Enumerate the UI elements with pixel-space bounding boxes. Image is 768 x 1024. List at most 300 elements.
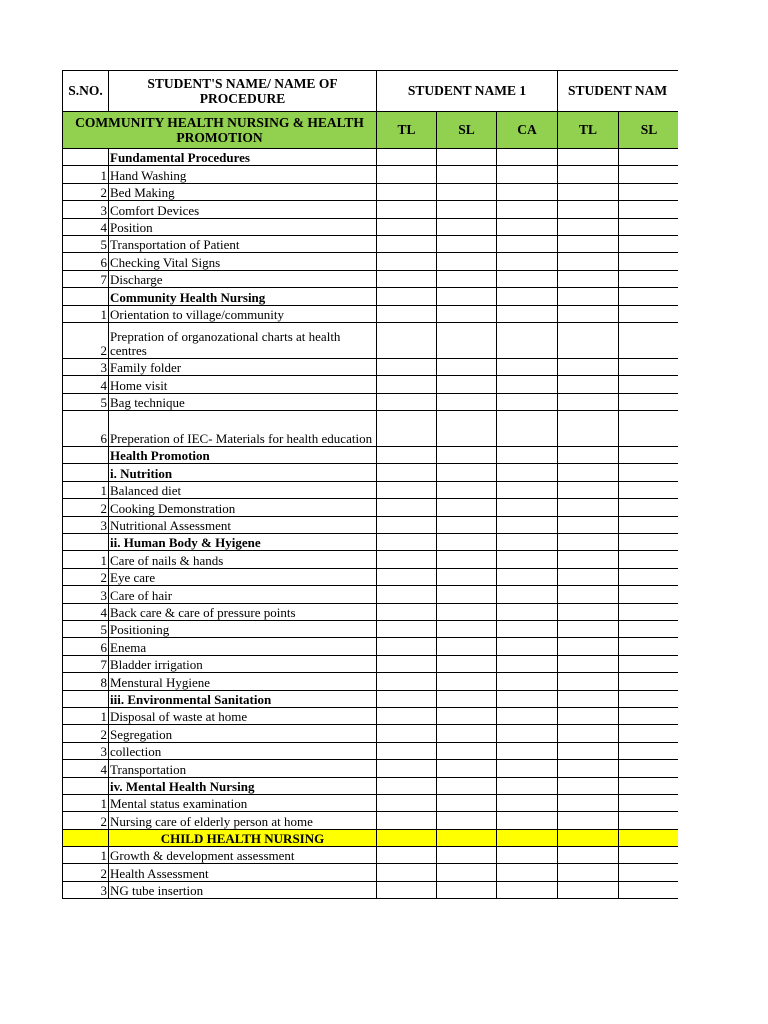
score-cell[interactable]	[377, 516, 437, 533]
score-cell[interactable]	[437, 322, 497, 358]
row-number: 1	[63, 551, 109, 568]
score-cell[interactable]	[437, 777, 497, 794]
score-cell[interactable]	[619, 201, 678, 218]
score-cell[interactable]	[377, 447, 437, 464]
score-cell[interactable]	[619, 411, 678, 447]
score-cell[interactable]	[497, 393, 558, 410]
score-cell[interactable]	[377, 322, 437, 358]
score-cell[interactable]	[497, 534, 558, 551]
score-cell[interactable]	[377, 690, 437, 707]
score-cell[interactable]	[497, 411, 558, 447]
score-cell[interactable]	[619, 447, 678, 464]
score-cell[interactable]	[497, 322, 558, 358]
score-cell[interactable]	[497, 270, 558, 287]
score-cell[interactable]	[377, 393, 437, 410]
score-cell[interactable]	[377, 534, 437, 551]
score-cell[interactable]	[377, 305, 437, 322]
score-cell[interactable]	[437, 183, 497, 200]
score-cell[interactable]	[619, 288, 678, 305]
score-cell[interactable]	[497, 881, 558, 898]
score-cell[interactable]	[497, 149, 558, 166]
row-number: 1	[63, 305, 109, 322]
score-cell[interactable]	[497, 742, 558, 759]
score-cell[interactable]	[558, 305, 619, 322]
score-cell[interactable]	[377, 411, 437, 447]
procedure-name: Fundamental Procedures	[109, 149, 377, 166]
procedure-row	[63, 253, 679, 270]
procedure-name: iv. Mental Health Nursing	[109, 777, 377, 794]
score-cell[interactable]	[497, 638, 558, 655]
score-cell[interactable]	[377, 166, 437, 183]
score-cell[interactable]	[619, 183, 678, 200]
procedure-name: iii. Environmental Sanitation	[109, 690, 377, 707]
procedure-row	[63, 411, 679, 447]
sno-header: S.NO.	[63, 71, 109, 112]
score-cell[interactable]	[619, 149, 678, 166]
score-cell[interactable]	[497, 707, 558, 724]
score-cell[interactable]	[558, 411, 619, 447]
score-cell[interactable]	[497, 655, 558, 672]
procedure-row	[63, 864, 679, 881]
procedure-row	[63, 673, 679, 690]
score-cell[interactable]	[437, 620, 497, 637]
score-cell[interactable]	[377, 742, 437, 759]
score-cell[interactable]	[558, 253, 619, 270]
row-number: 5	[63, 235, 109, 252]
score-cell[interactable]	[558, 742, 619, 759]
col-ca-1: CA	[497, 112, 558, 149]
procedure-name: Discharge	[109, 270, 377, 287]
score-cell[interactable]	[377, 881, 437, 898]
procedure-name: Checking Vital Signs	[109, 253, 377, 270]
score-cell[interactable]	[377, 864, 437, 881]
procedure-name: Comfort Devices	[109, 201, 377, 218]
row-number: 7	[63, 270, 109, 287]
score-cell[interactable]	[377, 149, 437, 166]
score-cell[interactable]	[497, 603, 558, 620]
score-cell[interactable]	[619, 235, 678, 252]
score-cell[interactable]	[437, 829, 497, 846]
score-cell[interactable]	[497, 499, 558, 516]
procedure-name: Segregation	[109, 725, 377, 742]
score-cell[interactable]	[558, 777, 619, 794]
score-cell[interactable]	[497, 464, 558, 481]
score-cell[interactable]	[558, 183, 619, 200]
procedure-row	[63, 638, 679, 655]
procedure-row	[63, 358, 679, 375]
score-cell[interactable]	[437, 288, 497, 305]
score-cell[interactable]	[497, 725, 558, 742]
procedure-name: Community Health Nursing	[109, 288, 377, 305]
score-cell[interactable]	[619, 166, 678, 183]
score-cell[interactable]	[437, 270, 497, 287]
score-cell[interactable]	[558, 812, 619, 829]
score-cell[interactable]	[437, 707, 497, 724]
score-cell[interactable]	[377, 358, 437, 375]
row-number: 3	[63, 742, 109, 759]
score-cell[interactable]	[497, 481, 558, 498]
score-cell[interactable]	[619, 393, 678, 410]
procedure-row	[63, 568, 679, 585]
procedure-name: Cooking Demonstration	[109, 499, 377, 516]
score-cell[interactable]	[558, 481, 619, 498]
score-cell[interactable]	[437, 166, 497, 183]
row-number: 3	[63, 516, 109, 533]
score-cell[interactable]	[497, 183, 558, 200]
score-cell[interactable]	[497, 551, 558, 568]
score-cell[interactable]	[619, 760, 678, 777]
row-number: 2	[63, 568, 109, 585]
score-cell[interactable]	[497, 447, 558, 464]
score-cell[interactable]	[619, 777, 678, 794]
score-cell[interactable]	[558, 447, 619, 464]
score-cell[interactable]	[377, 707, 437, 724]
score-cell[interactable]	[558, 393, 619, 410]
score-cell[interactable]	[377, 235, 437, 252]
score-cell[interactable]	[497, 358, 558, 375]
row-number: 6	[63, 638, 109, 655]
procedure-name: Eye care	[109, 568, 377, 585]
score-cell[interactable]	[437, 586, 497, 603]
score-cell[interactable]	[377, 288, 437, 305]
score-cell[interactable]	[619, 742, 678, 759]
score-cell[interactable]	[377, 603, 437, 620]
score-cell[interactable]	[619, 638, 678, 655]
procedure-name: Back care & care of pressure points	[109, 603, 377, 620]
score-cell[interactable]	[619, 794, 678, 811]
score-cell[interactable]	[619, 253, 678, 270]
col-sl-2: SL	[619, 112, 678, 149]
score-cell[interactable]	[558, 534, 619, 551]
section-heading-row	[63, 288, 679, 305]
procedure-row	[63, 812, 679, 829]
score-cell[interactable]	[437, 760, 497, 777]
score-cell[interactable]	[377, 481, 437, 498]
procedure-row	[63, 620, 679, 637]
score-cell[interactable]	[437, 725, 497, 742]
col-tl-1: TL	[377, 112, 437, 149]
score-cell[interactable]	[437, 864, 497, 881]
procedure-row	[63, 499, 679, 516]
score-cell[interactable]	[377, 620, 437, 637]
score-cell[interactable]	[377, 638, 437, 655]
score-cell[interactable]	[377, 376, 437, 393]
procedure-row	[63, 322, 679, 358]
score-cell[interactable]	[377, 499, 437, 516]
score-cell[interactable]	[558, 760, 619, 777]
procedure-name: Care of nails & hands	[109, 551, 377, 568]
score-cell[interactable]	[377, 655, 437, 672]
score-cell[interactable]	[437, 393, 497, 410]
row-number: 1	[63, 707, 109, 724]
score-cell[interactable]	[497, 864, 558, 881]
score-cell[interactable]	[619, 620, 678, 637]
score-cell[interactable]	[558, 673, 619, 690]
row-number	[63, 534, 109, 551]
procedure-row	[63, 760, 679, 777]
score-cell[interactable]	[497, 620, 558, 637]
score-cell[interactable]	[497, 794, 558, 811]
score-cell[interactable]	[558, 149, 619, 166]
procedure-name: Health Assessment	[109, 864, 377, 881]
score-cell[interactable]	[619, 305, 678, 322]
score-cell[interactable]	[437, 638, 497, 655]
score-cell[interactable]	[497, 568, 558, 585]
score-cell[interactable]	[619, 551, 678, 568]
score-cell[interactable]	[619, 516, 678, 533]
score-cell[interactable]	[619, 270, 678, 287]
score-cell[interactable]	[377, 760, 437, 777]
score-cell[interactable]	[437, 499, 497, 516]
row-number: 2	[63, 499, 109, 516]
score-cell[interactable]	[619, 218, 678, 235]
procedure-name: Mental status examination	[109, 794, 377, 811]
score-cell[interactable]	[437, 881, 497, 898]
score-cell[interactable]	[497, 760, 558, 777]
procedure-row	[63, 847, 679, 864]
score-cell[interactable]	[619, 358, 678, 375]
row-number	[63, 464, 109, 481]
procedure-row	[63, 201, 679, 218]
score-cell[interactable]	[377, 253, 437, 270]
procedure-row	[63, 551, 679, 568]
score-cell[interactable]	[437, 358, 497, 375]
score-cell[interactable]	[619, 499, 678, 516]
score-cell[interactable]	[558, 499, 619, 516]
score-cell[interactable]	[497, 288, 558, 305]
score-cell[interactable]	[497, 376, 558, 393]
procedure-name: Nutritional Assessment	[109, 516, 377, 533]
score-cell[interactable]	[558, 288, 619, 305]
score-cell[interactable]	[377, 777, 437, 794]
score-cell[interactable]	[497, 218, 558, 235]
score-cell[interactable]	[558, 586, 619, 603]
score-cell[interactable]	[619, 322, 678, 358]
score-cell[interactable]	[377, 847, 437, 864]
score-cell[interactable]	[558, 847, 619, 864]
score-cell[interactable]	[619, 725, 678, 742]
score-cell[interactable]	[437, 812, 497, 829]
score-cell[interactable]	[497, 673, 558, 690]
score-cell[interactable]	[377, 586, 437, 603]
row-number: 2	[63, 864, 109, 881]
procedure-name: ii. Human Body & Hyigene	[109, 534, 377, 551]
procedure-row	[63, 166, 679, 183]
procedure-name: Nursing care of elderly person at home	[109, 812, 377, 829]
score-cell[interactable]	[558, 235, 619, 252]
score-cell[interactable]	[619, 812, 678, 829]
section-heading-row	[63, 149, 679, 166]
student-2-header: STUDENT NAM	[558, 71, 678, 112]
procedure-row	[63, 516, 679, 533]
procedure-table	[62, 70, 678, 899]
row-number	[63, 690, 109, 707]
score-cell[interactable]	[437, 305, 497, 322]
score-cell[interactable]	[377, 568, 437, 585]
score-cell[interactable]	[497, 847, 558, 864]
score-cell[interactable]	[558, 464, 619, 481]
score-cell[interactable]	[437, 655, 497, 672]
score-cell[interactable]	[619, 707, 678, 724]
procedure-name: Position	[109, 218, 377, 235]
score-cell[interactable]	[558, 794, 619, 811]
score-cell[interactable]	[377, 673, 437, 690]
procedure-row	[63, 376, 679, 393]
score-cell[interactable]	[558, 322, 619, 358]
score-cell[interactable]	[377, 464, 437, 481]
procedure-row	[63, 393, 679, 410]
score-cell[interactable]	[619, 481, 678, 498]
score-cell[interactable]	[377, 201, 437, 218]
row-number	[63, 777, 109, 794]
score-cell[interactable]	[619, 464, 678, 481]
score-cell[interactable]	[497, 253, 558, 270]
score-cell[interactable]	[497, 235, 558, 252]
score-cell[interactable]	[497, 305, 558, 322]
score-cell[interactable]	[437, 742, 497, 759]
score-cell[interactable]	[558, 864, 619, 881]
category-row	[63, 829, 679, 846]
procedure-name: Prepration of organozational charts at health centres	[109, 322, 377, 358]
score-cell[interactable]	[558, 829, 619, 846]
procedure-row	[63, 270, 679, 287]
score-cell[interactable]	[437, 201, 497, 218]
row-number: 4	[63, 218, 109, 235]
col-tl-2: TL	[558, 112, 619, 149]
col-sl-1: SL	[437, 112, 497, 149]
score-cell[interactable]	[437, 411, 497, 447]
row-number: 2	[63, 322, 109, 358]
score-cell[interactable]	[497, 812, 558, 829]
score-cell[interactable]	[497, 166, 558, 183]
procedure-name: Hand Washing	[109, 166, 377, 183]
row-number: 1	[63, 794, 109, 811]
score-cell[interactable]	[437, 253, 497, 270]
score-cell[interactable]	[437, 673, 497, 690]
procedure-name: Enema	[109, 638, 377, 655]
score-cell[interactable]	[619, 655, 678, 672]
score-cell[interactable]	[497, 586, 558, 603]
procedure-name: Bag technique	[109, 393, 377, 410]
row-number: 3	[63, 586, 109, 603]
procedure-name: Home visit	[109, 376, 377, 393]
score-cell[interactable]	[497, 201, 558, 218]
score-cell[interactable]	[377, 725, 437, 742]
score-cell[interactable]	[558, 707, 619, 724]
score-cell[interactable]	[437, 603, 497, 620]
score-cell[interactable]	[558, 551, 619, 568]
score-cell[interactable]	[558, 376, 619, 393]
score-cell[interactable]	[437, 534, 497, 551]
score-cell[interactable]	[437, 551, 497, 568]
row-number: 7	[63, 655, 109, 672]
score-cell[interactable]	[558, 201, 619, 218]
procedure-name: Disposal of waste at home	[109, 707, 377, 724]
score-cell[interactable]	[437, 149, 497, 166]
procedure-name: NG tube insertion	[109, 881, 377, 898]
row-number: 4	[63, 603, 109, 620]
procedure-row	[63, 655, 679, 672]
score-cell[interactable]	[377, 794, 437, 811]
score-cell[interactable]	[619, 847, 678, 864]
procedure-row	[63, 586, 679, 603]
score-cell[interactable]	[497, 777, 558, 794]
score-cell[interactable]	[558, 358, 619, 375]
score-cell[interactable]	[619, 568, 678, 585]
score-cell[interactable]	[558, 270, 619, 287]
score-cell[interactable]	[558, 568, 619, 585]
score-cell[interactable]	[619, 829, 678, 846]
score-cell[interactable]	[437, 568, 497, 585]
row-number: 3	[63, 358, 109, 375]
score-cell[interactable]	[558, 603, 619, 620]
score-cell[interactable]	[558, 166, 619, 183]
score-cell[interactable]	[377, 812, 437, 829]
score-cell[interactable]	[377, 218, 437, 235]
score-cell[interactable]	[437, 847, 497, 864]
score-cell[interactable]	[619, 881, 678, 898]
score-cell[interactable]	[558, 725, 619, 742]
row-number: 2	[63, 812, 109, 829]
score-cell[interactable]	[437, 464, 497, 481]
section-header-row	[63, 112, 679, 149]
score-cell[interactable]	[497, 516, 558, 533]
score-cell[interactable]	[377, 183, 437, 200]
score-cell[interactable]	[437, 481, 497, 498]
score-cell[interactable]	[377, 551, 437, 568]
score-cell[interactable]	[619, 673, 678, 690]
score-cell[interactable]	[619, 376, 678, 393]
score-cell[interactable]	[558, 655, 619, 672]
score-cell[interactable]	[619, 586, 678, 603]
score-cell[interactable]	[437, 690, 497, 707]
score-cell[interactable]	[619, 864, 678, 881]
score-cell[interactable]	[377, 270, 437, 287]
score-cell[interactable]	[497, 829, 558, 846]
score-cell[interactable]	[558, 690, 619, 707]
row-number: 2	[63, 725, 109, 742]
procedure-row	[63, 235, 679, 252]
score-cell[interactable]	[377, 829, 437, 846]
procedure-row	[63, 707, 679, 724]
procedure-name: i. Nutrition	[109, 464, 377, 481]
score-cell[interactable]	[437, 376, 497, 393]
row-number: 3	[63, 201, 109, 218]
procedure-row	[63, 481, 679, 498]
score-cell[interactable]	[619, 534, 678, 551]
score-cell[interactable]	[437, 235, 497, 252]
row-number: 1	[63, 481, 109, 498]
procedure-name: Care of hair	[109, 586, 377, 603]
score-cell[interactable]	[558, 881, 619, 898]
score-cell[interactable]	[558, 638, 619, 655]
score-cell[interactable]	[437, 516, 497, 533]
score-cell[interactable]	[558, 516, 619, 533]
procedure-row	[63, 881, 679, 898]
row-number: 6	[63, 411, 109, 447]
score-cell[interactable]	[437, 218, 497, 235]
score-cell[interactable]	[437, 447, 497, 464]
score-cell[interactable]	[619, 603, 678, 620]
procedure-name: Growth & development assessment	[109, 847, 377, 864]
score-cell[interactable]	[558, 218, 619, 235]
procedure-name: Health Promotion	[109, 447, 377, 464]
score-cell[interactable]	[437, 794, 497, 811]
score-cell[interactable]	[619, 690, 678, 707]
score-cell[interactable]	[558, 620, 619, 637]
procedure-row	[63, 603, 679, 620]
score-cell[interactable]	[497, 690, 558, 707]
